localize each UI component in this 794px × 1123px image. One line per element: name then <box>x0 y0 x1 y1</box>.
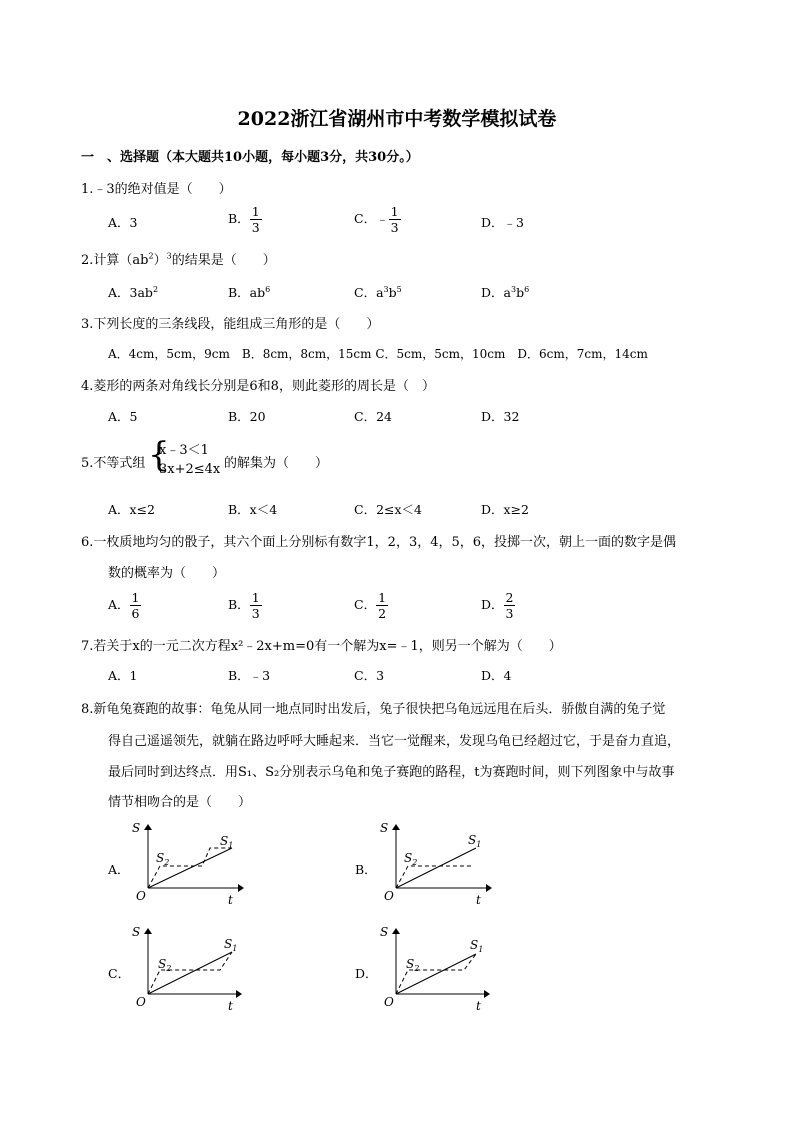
q8-graph-a <box>120 818 250 910</box>
q8-graph-a-label: A． <box>108 862 130 877</box>
q5-stem-post: 的解集为（ ） <box>224 456 329 471</box>
q5-option-d: D．x≥2 <box>481 502 529 517</box>
q6-option-a: A． $\frac{1}{6}$ <box>108 590 140 621</box>
q5-option-b: B．x＜4 <box>228 502 278 517</box>
svg-text:S: S <box>132 925 141 939</box>
svg-text:S2: $S_2$ <box>406 957 420 973</box>
svg-text:O: O <box>136 995 146 1009</box>
q6-option-b: B． $\frac{1}{3}$ <box>228 590 260 621</box>
q5-stem-pre: 5.不等式组 <box>81 456 146 471</box>
q1-option-b: B． $\frac{1}{3}$ <box>228 204 260 235</box>
q7-option-a: A．1 <box>108 668 138 683</box>
q1-option-c: C．﹣ $\frac{1}{3}$ <box>354 204 399 235</box>
svg-text:S2: $S_2$ <box>156 851 170 867</box>
q5-inequality-1: x﹣3＜1 <box>159 443 209 458</box>
q1-stem: 1.﹣3的绝对值是（ ） <box>81 182 232 197</box>
svg-text:t: t <box>476 893 481 907</box>
q5-inequality-2: 3x+2≤4x <box>159 462 221 477</box>
q7-option-b: B．﹣3 <box>228 668 271 683</box>
svg-text:S1: $S_1$ <box>220 834 234 850</box>
axis-s-label: S <box>132 821 141 835</box>
section-heading: 一 、选择题（本大题共10小题，每小题3分，共30分。） <box>81 150 419 165</box>
svg-text:S1: $S_1$ <box>468 833 482 849</box>
q1-option-a: A．3 <box>108 215 138 230</box>
q6-stem-line1: 6.一枚质地均匀的骰子，其六个面上分别标有数字1，2，3，4，5，6，投掷一次，朝上一面的数字是偶 <box>81 535 677 550</box>
q4-option-a: A．5 <box>108 409 138 424</box>
q2-option-c: C．$a^3b^5$ <box>354 284 402 300</box>
q4-option-d: D．32 <box>481 409 520 424</box>
q1-b-fraction: $\frac{1}{3}$ <box>251 204 260 235</box>
q8-stem-line1: 8.新龟兔赛跑的故事：龟兔从同一地点同时出发后，兔子很快把乌龟远远甩在后头．骄傲自满的兔子觉 <box>81 702 666 717</box>
q2-option-a: A．$3ab^2$ <box>108 284 159 300</box>
origin-label: O <box>136 889 146 903</box>
svg-text:S1: $S_1$ <box>470 938 484 954</box>
svg-text:S: S <box>380 925 389 939</box>
svg-text:S: S <box>380 821 389 835</box>
q8-graph-b <box>368 818 498 910</box>
q8-graph-d <box>368 922 498 1014</box>
page-title: 2022浙江省湖州市中考数学模拟试卷 <box>237 108 557 130</box>
q5-brace: { <box>148 435 170 475</box>
axis-t-label: t <box>228 893 233 907</box>
q4-option-c: C．24 <box>354 409 392 424</box>
svg-text:O: O <box>384 889 394 903</box>
q4-stem: 4.菱形的两条对角线长分别是6和8，则此菱形的周长是（ ） <box>81 379 435 394</box>
q1-c-fraction: $\frac{1}{3}$ <box>390 204 399 235</box>
q8-graph-c-label: C． <box>108 966 131 981</box>
q5-option-c: C．2≤x＜4 <box>354 502 422 517</box>
q8-stem-line4: 情节相吻合的是（ ） <box>108 795 252 810</box>
q8-stem-line2: 得自己遥遥领先，就躺在路边呼呼大睡起来．当它一觉醒来，发现乌龟已经超过它，于是奋力直追， <box>108 734 681 749</box>
q8-stem-line3: 最后同时到达终点．用S₁、S₂分别表示乌龟和兔子赛跑的路程，t为赛跑时间，则下列图象中与故事 <box>108 765 675 780</box>
svg-text:S2: $S_2$ <box>404 851 418 867</box>
q6-stem-line2: 数的概率为（ ） <box>108 566 226 581</box>
q4-option-b: B．20 <box>228 409 266 424</box>
q6-option-d: D． $\frac{2}{3}$ <box>481 590 514 621</box>
q7-option-c: C．3 <box>354 668 385 683</box>
q6-option-c: C． $\frac{1}{2}$ <box>354 590 387 621</box>
svg-text:t: t <box>476 999 481 1013</box>
svg-text:O: O <box>384 995 394 1009</box>
q3-stem: 3.下列长度的三条线段，能组成三角形的是（ ） <box>81 317 380 332</box>
q7-stem: 7.若关于x的一元二次方程x²﹣2x+m=0有一个解为x=﹣1，则另一个解为（ ） <box>81 639 562 654</box>
svg-text:t: t <box>228 999 233 1013</box>
q3-options: A．4cm，5cm，9cm B．8cm，8cm，15cm C．5cm，5cm，10cm D．6cm，7cm，14cm <box>108 347 648 361</box>
q2-option-b: B．$ab^6$ <box>228 284 271 300</box>
q8-graph-c <box>120 922 250 1014</box>
q8-graph-b-label: B． <box>355 862 377 877</box>
svg-text:S1: $S_1$ <box>224 937 238 953</box>
q8-graph-d-label: D． <box>355 966 378 981</box>
q2-option-d: D．$a^3b^6$ <box>481 284 530 300</box>
svg-text:S2: $S_2$ <box>158 957 172 973</box>
q2-stem: 2.计算$(ab^2)^3$的结果是（ ） <box>81 251 276 268</box>
q1-option-d: D．﹣3 <box>481 215 524 230</box>
q5-option-a: A．x≤2 <box>108 502 156 517</box>
q7-option-d: D．4 <box>481 668 512 683</box>
